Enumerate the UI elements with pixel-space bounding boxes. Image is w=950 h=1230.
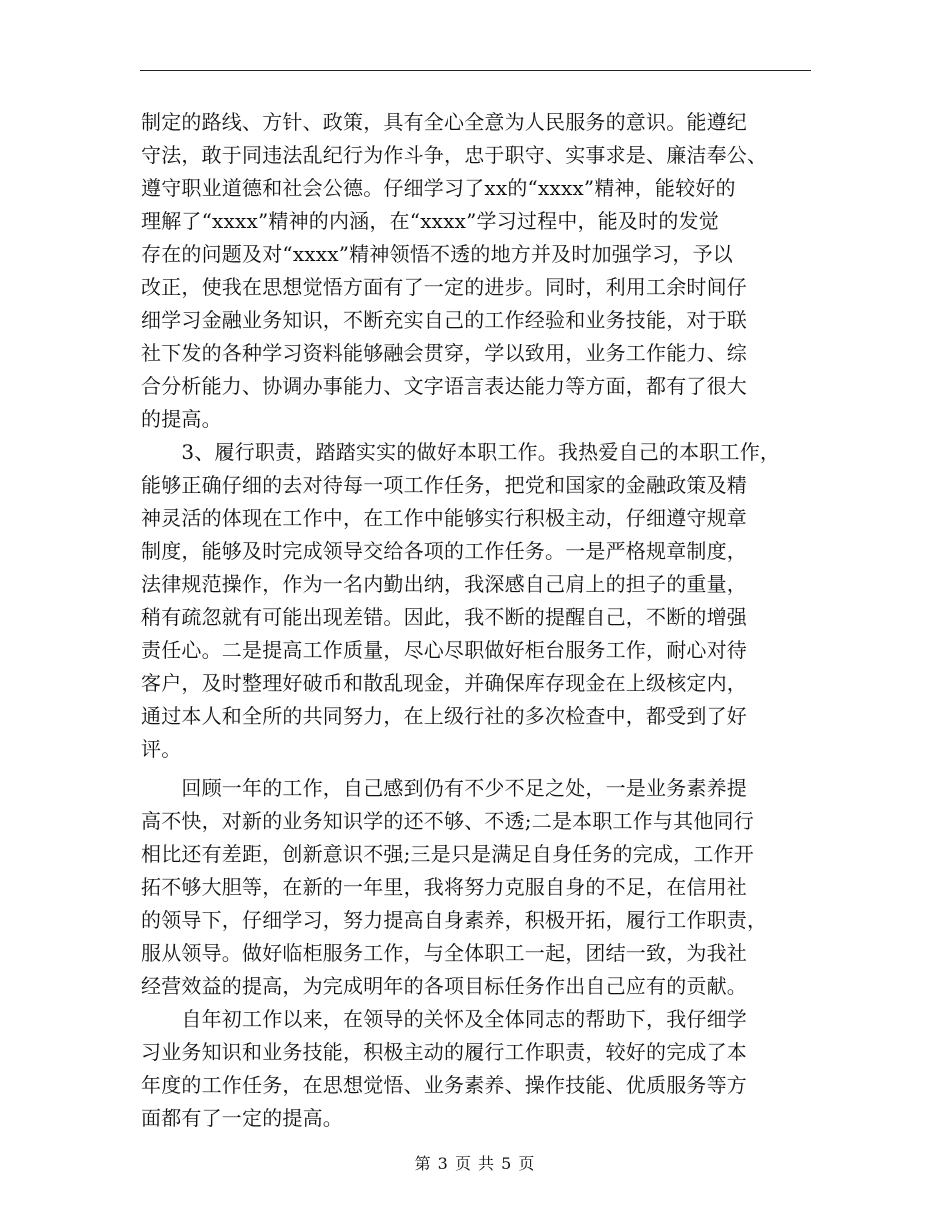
- text-line: 社下发的各种学习资料能够融会贯穿，学以致用，业务工作能力、综: [141, 341, 747, 365]
- text-line: 制定的路线、方针、政策，具有全心全意为人民服务的意识。能遵纪: [141, 110, 747, 134]
- header-rule: [140, 70, 811, 71]
- text-line: 服从领导。做好临柜服务工作，与全体职工一起，团结一致，为我社: [141, 941, 747, 965]
- text-line: 神灵活的体现在工作中，在工作中能够实行积极主动，仔细遵守规章: [141, 506, 747, 530]
- text-line: 改正，使我在思想觉悟方面有了一定的进步。同时，利用工余时间仔: [141, 275, 747, 299]
- text-line: 拓不够大胆等，在新的一年里，我将努力克服自身的不足，在信用社: [141, 875, 747, 899]
- text-line: 稍有疏忽就有可能出现差错。因此，我不断的提醒自己，不断的增强: [141, 605, 747, 629]
- text-line: 理解了“xxxx”精神的内涵，在“xxxx”学习过程中，能及时的发觉: [141, 209, 719, 233]
- text-line: 客户，及时整理好破币和散乱现金，并确保库存现金在上级核定内，: [141, 671, 747, 695]
- text-line: 习业务知识和业务技能，积极主动的履行工作职责，较好的完成了本: [141, 1040, 747, 1064]
- text-line: 的领导下，仔细学习，努力提高自身素养，积极开拓，履行工作职责，: [141, 908, 768, 932]
- text-line: 法律规范操作，作为一名内勤出纳，我深感自己肩上的担子的重量，: [141, 572, 747, 596]
- text-line: 的提高。: [141, 407, 222, 431]
- text-line: 高不快，对新的业务知识学的还不够、不透;二是本职工作与其他同行: [141, 809, 754, 833]
- text-line: 守法，敢于同违法乱纪行为作斗争，忠于职守、实事求是、廉洁奉公、: [141, 143, 768, 167]
- page-footer: 第 3 页 共 5 页: [414, 1154, 536, 1173]
- text-line: 存在的问题及对“xxxx”精神领悟不透的地方并及时加强学习，予以: [141, 242, 733, 266]
- text-line: 合分析能力、协调办事能力、文字语言表达能力等方面，都有了很大: [141, 374, 747, 398]
- text-line: 3、履行职责，踏踏实实的做好本职工作。我热爱自己的本职工作，: [141, 440, 781, 464]
- body-text: [141, 106, 821, 1135]
- text-line: 能够正确仔细的去对待每一项工作任务，把党和国家的金融政策及精: [141, 473, 747, 497]
- text-line: 回顾一年的工作，自己感到仍有不少不足之处，一是业务素养提: [141, 776, 747, 800]
- text-line: 相比还有差距，创新意识不强;三是只是满足自身任务的完成，工作开: [141, 842, 754, 866]
- text-line: 通过本人和全所的共同努力，在上级行社的多次检查中，都受到了好: [141, 704, 747, 728]
- text-line: 自年初工作以来，在领导的关怀及全体同志的帮助下，我仔细学: [141, 1007, 747, 1031]
- text-line: 经营效益的提高，为完成明年的各项目标任务作出自己应有的贡献。: [141, 974, 747, 998]
- text-line: 遵守职业道德和社会公德。仔细学习了xx的“xxxx”精神，能较好的: [141, 176, 736, 200]
- text-line: 制度，能够及时完成领导交给各项的工作任务。一是严格规章制度，: [141, 539, 747, 563]
- text-line: 细学习金融业务知识，不断充实自己的工作经验和业务技能，对于联: [141, 308, 747, 332]
- text-line: 面都有了一定的提高。: [141, 1106, 343, 1130]
- text-line: 年度的工作任务，在思想觉悟、业务素养、操作技能、优质服务等方: [141, 1073, 747, 1097]
- text-line: 评。: [141, 737, 182, 761]
- text-line: 责任心。二是提高工作质量，尽心尽职做好柜台服务工作，耐心对待: [141, 638, 747, 662]
